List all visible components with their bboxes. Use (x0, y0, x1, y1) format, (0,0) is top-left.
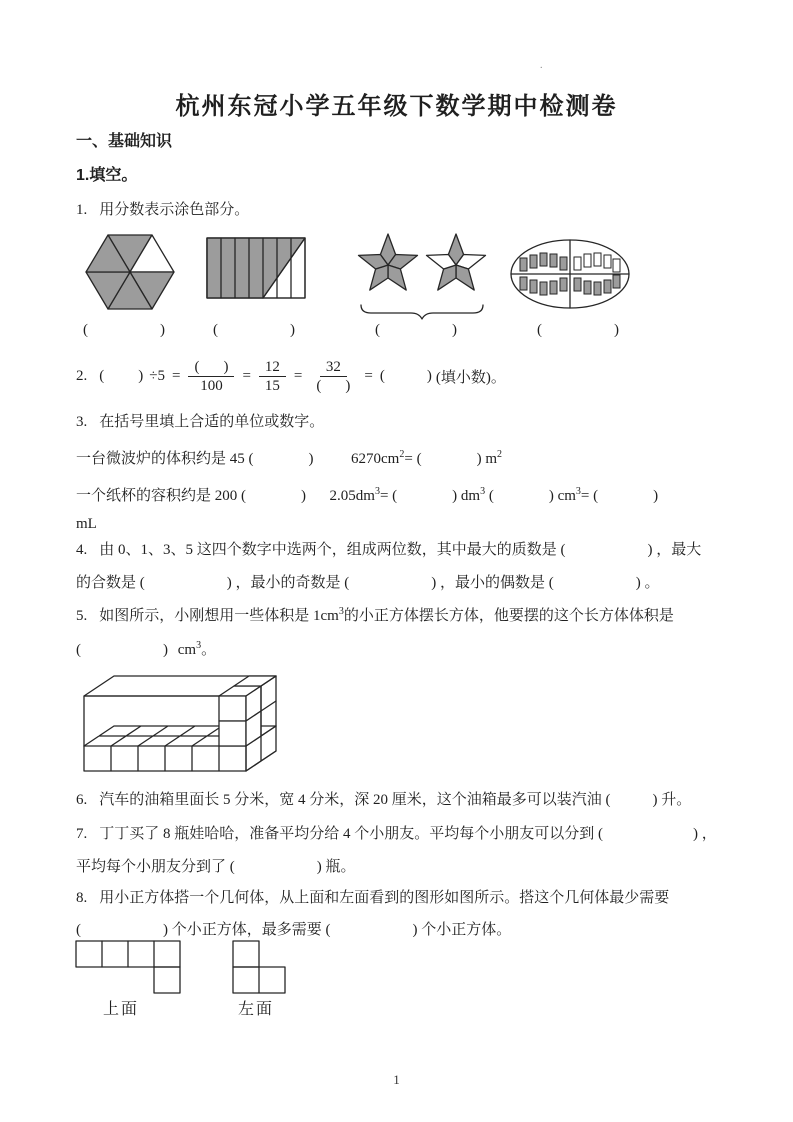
answer-blank: ( ) (605, 792, 658, 808)
question-text: 个小正方体，最多需要 (171, 922, 322, 938)
question-5-line-2 (76, 640, 216, 661)
unit-text: $cm^3=$ (557, 486, 590, 504)
answer-blank: ( ) (537, 322, 619, 338)
question-2 (76, 352, 506, 400)
question-text: 一台微波炉的体积约是 45 (76, 451, 245, 467)
hexagon-figure (82, 230, 178, 314)
page-title: 杭州东冠小学五年级下数学期中检测卷 (175, 93, 618, 120)
unit-text: $dm^3$ (460, 486, 486, 504)
cuboid-figure (80, 670, 286, 778)
fraction (259, 358, 286, 395)
answer-blank: ( ) (416, 451, 482, 467)
answer-blank: ( ) (560, 542, 653, 558)
stray-mark: . (540, 60, 543, 71)
question-4 (76, 540, 701, 561)
answer-blank: ( ) (593, 488, 659, 504)
answer-blank: ( ) (241, 488, 307, 504)
question-text: 在括号里填上合适的单位或数字。 (99, 414, 325, 430)
q1-blank-row (213, 320, 295, 341)
numerator: 32 (320, 358, 347, 377)
question-1 (76, 200, 249, 221)
answer-blank: ( ) (598, 826, 699, 842)
rectangle-figure (206, 237, 306, 300)
page-number: 1 (393, 1072, 400, 1087)
question-number: 6. (76, 792, 88, 808)
question-text: 由 0、1、3、5 这四个数字中选两个，组成两位数，其中最大的质数是 (99, 542, 557, 558)
question-8 (76, 888, 669, 909)
answer-blank: ( ) (83, 322, 165, 338)
question-text: ，最小的奇数是 (235, 575, 341, 591)
question-6 (76, 790, 691, 811)
question-number: 8. (76, 890, 88, 906)
section-heading: 一、基础知识 (76, 133, 173, 150)
answer-blank: ( ) (99, 367, 144, 384)
fraction (188, 358, 234, 395)
answer-blank: ( ) (375, 322, 457, 338)
question-3-line-3 (76, 514, 97, 535)
left-view-figure (232, 940, 288, 996)
unit-text: $6270cm^2=$ (351, 449, 413, 467)
question-number: 1. (76, 202, 88, 218)
fraction-blank: ( ) (316, 377, 351, 394)
answer-blank: ( ) (229, 859, 322, 875)
answer-blank: ( ) (139, 575, 232, 591)
question-text: 瓶。 (325, 859, 356, 875)
denominator: 15 (264, 377, 280, 394)
question-7 (76, 824, 717, 845)
left-view-label: 左面 (238, 1001, 275, 1018)
top-view-label: 上面 (103, 1001, 140, 1018)
answer-blank: ( ) (548, 575, 641, 591)
subsection-heading: 1.填空。 (76, 167, 138, 184)
question-text: ，最小的偶数是 (440, 575, 546, 591)
answer-blank: ( ) (248, 451, 314, 467)
unit-text: $2.05dm^3=$ (329, 486, 389, 504)
question-number: 4. (76, 542, 88, 558)
answer-blank: ( ) (213, 322, 295, 338)
answer-blank: ( ) (488, 488, 554, 504)
question-text: 如图所示，小刚想用一些体积是 $1cm^3$的小正方体摆长方体，他要摆的这个长方体体积是 (99, 606, 674, 624)
q1-blank-row (537, 320, 619, 341)
question-text: 的合数是 (76, 575, 137, 591)
question-text: ， (701, 826, 717, 842)
question-number: 7. (76, 826, 88, 842)
q1-blank-row (83, 320, 165, 341)
question-7-line-2 (76, 857, 356, 878)
question-text: 平均每个小朋友分到了 (76, 859, 227, 875)
equals-sign: = (293, 367, 303, 384)
question-text: 。 (644, 575, 660, 591)
question-number: 2. (76, 367, 88, 384)
question-text: 汽车的油箱里面长 5 分米，宽 4 分米，深 20 厘米，这个油箱最多可以装汽油 (99, 792, 602, 808)
question-text: ，最大 (656, 542, 702, 558)
question-3-line-2 (76, 486, 658, 507)
brace (361, 305, 483, 319)
equals-sign: = (364, 367, 373, 384)
unit-text: $cm^3$。 (177, 640, 217, 658)
unit-text: $m^2$ (485, 449, 502, 467)
equals-sign: = (242, 367, 251, 384)
question-text: 升。 (661, 792, 692, 808)
question-text: 一个纸杯的容积约是 200 (76, 488, 238, 504)
question-text: 用分数表示涂色部分。 (99, 202, 250, 218)
answer-blank: ( ) (76, 922, 168, 938)
question-8-line-2 (76, 920, 511, 941)
denominator: 100 (200, 377, 223, 394)
question-text: 丁丁买了 8 瓶娃哈哈，准备平均分给 4 个小朋友。平均每个小朋友可以分到 (99, 826, 595, 842)
question-4-line-2 (76, 573, 660, 594)
question-5 (76, 606, 674, 627)
q1-blank-row (375, 320, 457, 341)
fraction-blank: ( ) (194, 358, 229, 375)
operator: ÷5 (149, 367, 165, 384)
answer-blank: ( ) (76, 642, 168, 658)
answer-blank: ( ) (379, 367, 432, 384)
unit-text: mL (76, 516, 97, 532)
question-3 (76, 412, 324, 433)
question-number: 5. (76, 608, 88, 624)
answer-blank: ( ) (344, 575, 437, 591)
ellipse-figure (508, 238, 632, 310)
answer-blank: ( ) (392, 488, 458, 504)
fraction (310, 358, 356, 395)
question-number: 3. (76, 414, 88, 430)
answer-blank: ( ) (325, 922, 418, 938)
stars-figure (355, 229, 491, 321)
numerator: 12 (259, 358, 286, 377)
equals-sign: = (171, 367, 181, 384)
question-3-line-1 (76, 449, 502, 470)
top-view-figure (75, 940, 183, 996)
question-text: 个小正方体。 (421, 922, 512, 938)
question-text: 用小正方体搭一个几何体，从上面和左面看到的图形如图所示。搭这个几何体最少需要 (99, 890, 670, 906)
question-tail: (填小数)。 (435, 369, 506, 386)
